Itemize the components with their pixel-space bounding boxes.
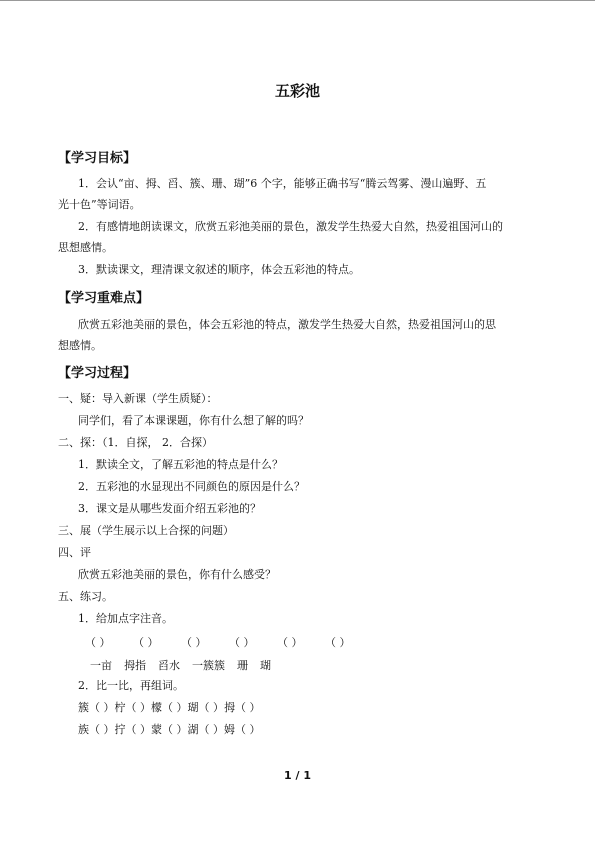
compare-row: 簇（ ）柠（ ）檬（ ）瑚（ ）拇（ ） — [78, 701, 261, 714]
page-number: 1 / 1 — [284, 769, 311, 782]
process-line: 3．课文是从哪些发面介绍五彩池的？ — [78, 502, 261, 515]
pinyin-blank: （ ） — [181, 636, 207, 649]
section-heading-key-points: 【学习重难点】 — [58, 291, 150, 306]
word: 瑚 — [260, 659, 271, 672]
word: 珊 — [237, 659, 248, 672]
goal-line: 光十色”等词语。 — [58, 198, 141, 211]
process-line: 同学们，看了本课课题，你有什么想了解的吗？ — [78, 414, 309, 427]
goal-line: 2．有感情地朗读课文，欣赏五彩池美丽的景色，激发学生热爱大自然，热爱祖国河山的 — [78, 220, 503, 233]
process-line: 1．默读全文，了解五彩池的特点是什么？ — [78, 458, 283, 471]
page-top-rule — [0, 0, 595, 1]
goal-line: 思想感情。 — [58, 241, 113, 254]
key-point-line: 想感情。 — [58, 339, 102, 352]
goal-line: 1．会认“亩、拇、舀、簇、珊、瑚”6 个字，能够正确书写“腾云驾雾、漫山遍野、五 — [78, 177, 487, 190]
key-point-line: 欣赏五彩池美丽的景色，体会五彩池的特点，激发学生热爱大自然，热爱祖国河山的思 — [78, 318, 496, 331]
word: 舀水 — [158, 659, 180, 672]
pinyin-blank: （ ） — [229, 636, 255, 649]
word: 一簇簇 — [192, 659, 225, 672]
process-line: 1．给加点字注音。 — [78, 612, 173, 625]
word: 一亩 — [90, 659, 112, 672]
section-heading-process: 【学习过程】 — [58, 366, 137, 381]
pinyin-blanks-row — [85, 634, 373, 650]
pinyin-blank: （ ） — [133, 636, 159, 649]
compare-label: 2．比一比，再组词。 — [78, 679, 184, 692]
process-line: 二、探：（1．自探， 2．合探） — [58, 436, 213, 449]
pinyin-words-row — [90, 657, 283, 673]
pinyin-blank: （ ） — [85, 636, 111, 649]
process-line: 四、评 — [58, 546, 91, 559]
word: 拇指 — [124, 659, 146, 672]
goal-line: 3．默读课文，理清课文叙述的顺序，体会五彩池的特点。 — [78, 263, 360, 276]
pinyin-blank: （ ） — [277, 636, 303, 649]
process-line: 五、练习。 — [58, 590, 113, 603]
process-line: 三、展（学生展示以上合探的问题） — [58, 524, 234, 537]
process-line: 欣赏五彩池美丽的景色，你有什么感受？ — [78, 568, 276, 581]
process-line: 2．五彩池的水显现出不同颜色的原因是什么？ — [78, 480, 305, 493]
pinyin-blank: （ ） — [325, 636, 351, 649]
process-line: 一、疑：导入新课（学生质疑）： — [58, 392, 218, 405]
page-title: 五彩池 — [274, 82, 320, 100]
compare-row: 族（ ）拧（ ）蒙（ ）湖（ ）姆（ ） — [78, 723, 261, 736]
section-heading-goals: 【学习目标】 — [58, 151, 137, 166]
